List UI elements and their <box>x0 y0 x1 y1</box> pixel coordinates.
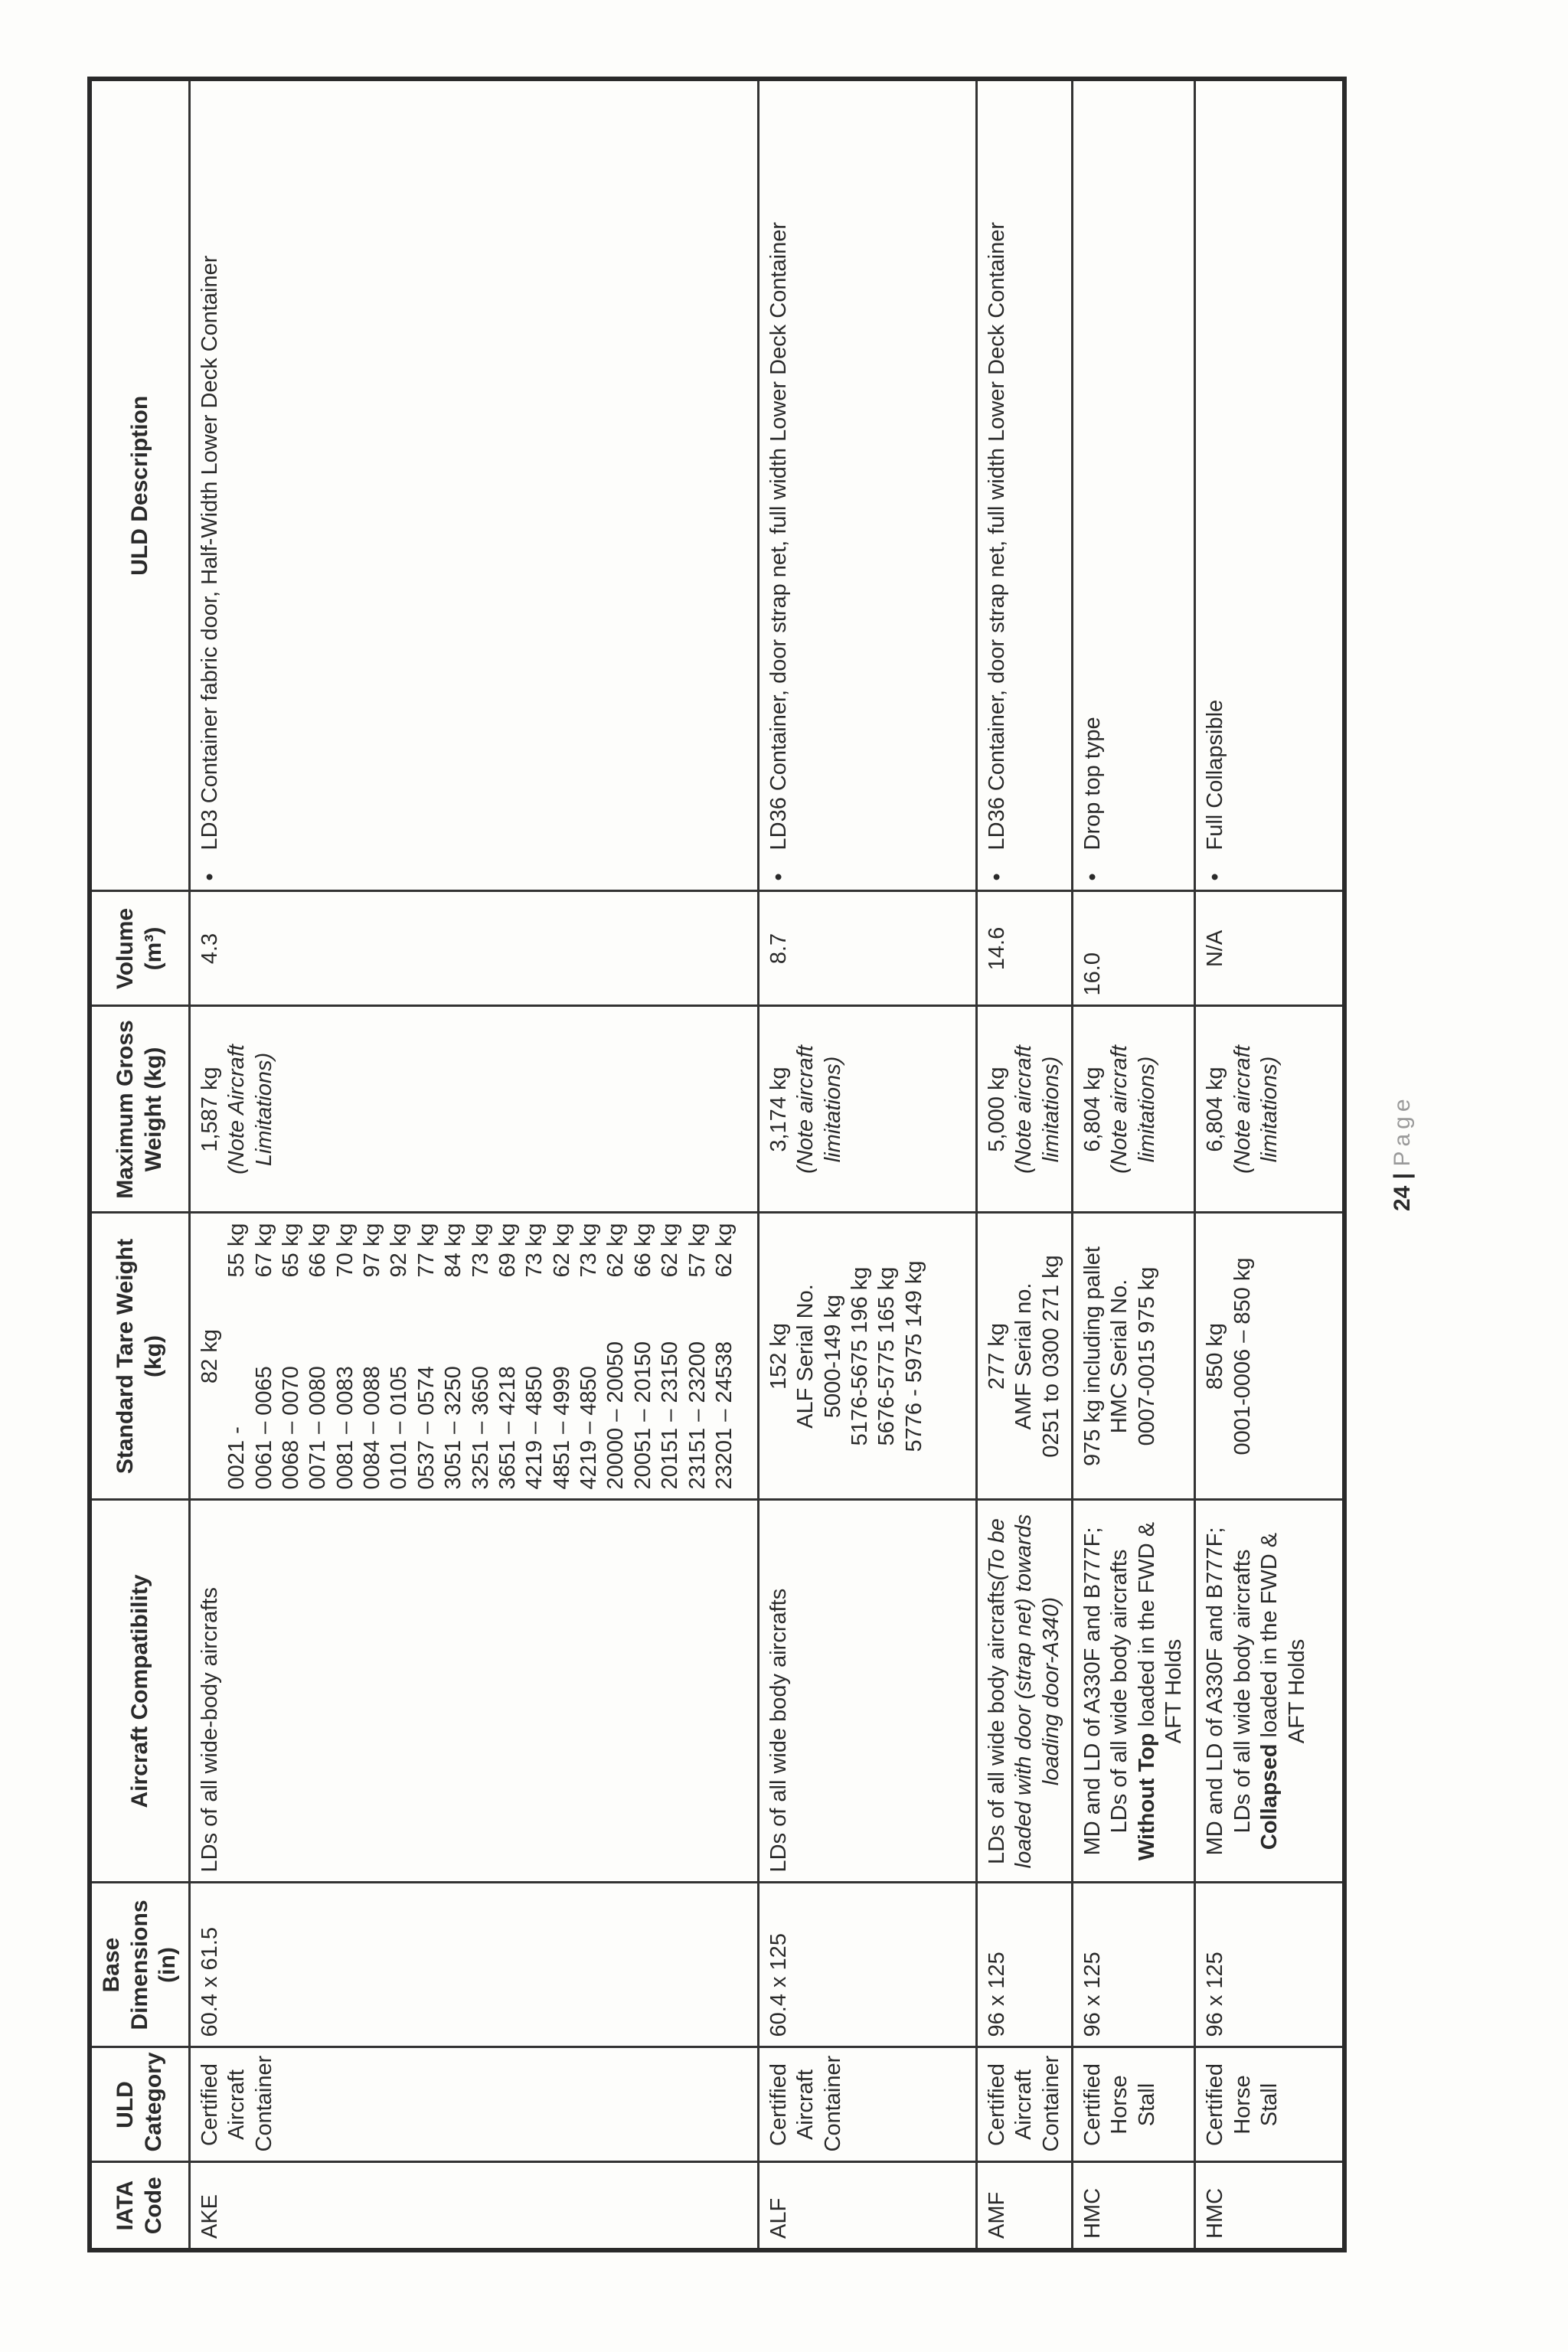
mgw-value: 1,587 kg <box>197 1067 222 1152</box>
tare-range-row <box>224 1223 250 1490</box>
tare-range-row <box>711 1223 738 1490</box>
tare-line: 0001-0006 – 850 kg <box>1230 1257 1255 1455</box>
tare-line: AMF Serial no. <box>1011 1282 1037 1430</box>
tare-line: 277 kg <box>984 1322 1009 1390</box>
tare-range-row <box>657 1223 684 1490</box>
tare-range-row <box>386 1223 413 1490</box>
uld-category: Certified Aircraft Container <box>976 2047 1072 2162</box>
col-desc-header: ULD Description <box>90 79 189 891</box>
serial-range: 3051 – 3250 <box>441 1366 466 1490</box>
aircraft-compatibility: LDs of all wide-body aircrafts <box>189 1500 758 1883</box>
tare-list <box>224 1223 738 1490</box>
uld-description <box>976 79 1072 891</box>
base-dimensions: 96 x 125 <box>1072 1883 1195 2047</box>
compat-text-end: loaded in the FWD & AFT Holds <box>1134 1521 1187 1744</box>
tare-value: 66 kg <box>630 1223 655 1278</box>
bullet-icon: • <box>984 873 1009 881</box>
base-dimensions: 60.4 x 61.5 <box>189 1883 758 2047</box>
tare-line: 152 kg <box>766 1322 791 1390</box>
tare-value: 73 kg <box>522 1223 547 1278</box>
tare-line: 5176-5675 196 kg <box>847 1266 872 1446</box>
tare-line: 975 kg including pallet <box>1080 1246 1105 1466</box>
base-dimensions: 96 x 125 <box>976 1883 1072 2047</box>
tare-value: 84 kg <box>441 1223 466 1278</box>
serial-range: 3251 – 3650 <box>468 1366 493 1490</box>
tare-value: 67 kg <box>251 1223 276 1278</box>
volume: 14.6 <box>976 891 1072 1006</box>
mgw-note: (Note aircraft limitations) <box>1230 1045 1282 1174</box>
uld-table <box>87 77 1347 2252</box>
tare-line: 0251 to 0300 271 kg <box>1038 1255 1063 1458</box>
mgw-value: 6,804 kg <box>1080 1067 1105 1152</box>
description-text: Drop top type <box>1080 717 1105 851</box>
uld-description <box>189 79 758 891</box>
serial-range: 23201 – 24538 <box>711 1341 737 1490</box>
tare-weight <box>758 1213 976 1500</box>
iata-code: AMF <box>976 2162 1072 2250</box>
tare-range-row <box>468 1223 495 1490</box>
volume: 16.0 <box>1072 891 1195 1006</box>
tare-weight <box>1072 1213 1195 1500</box>
tare-range-row <box>440 1223 467 1490</box>
max-gross-weight <box>1072 1006 1195 1213</box>
header-row <box>90 79 189 2250</box>
tare-top: 82 kg <box>197 1329 222 1383</box>
serial-range: 0081 – 0083 <box>332 1366 358 1490</box>
table-row <box>1072 79 1195 2250</box>
bullet-icon: • <box>1203 873 1228 881</box>
uld-category: Certified Horse Stall <box>1072 2047 1195 2162</box>
volume: 8.7 <box>758 891 976 1006</box>
page-separator: | <box>1390 1172 1415 1180</box>
compat-emphasis: Collapsed <box>1257 1743 1282 1851</box>
serial-range: 0071 – 0080 <box>305 1366 331 1490</box>
mgw-value: 6,804 kg <box>1203 1067 1228 1152</box>
uld-description <box>758 79 976 891</box>
serial-range: 0061 – 0065 <box>251 1366 276 1490</box>
tare-range-row <box>251 1223 278 1490</box>
iata-code: HMC <box>1195 2162 1344 2250</box>
max-gross-weight <box>189 1006 758 1213</box>
tare-value: 62 kg <box>711 1223 737 1278</box>
description-text: Full Collapsible <box>1203 699 1228 851</box>
tare-range-row <box>549 1223 576 1490</box>
volume: N/A <box>1195 891 1344 1006</box>
tare-range-row <box>684 1223 711 1490</box>
table-row <box>758 79 976 2250</box>
table-row <box>189 79 758 2250</box>
tare-line: ALF Serial No. <box>793 1284 818 1429</box>
col-category-header: ULD Category <box>90 2047 189 2162</box>
tare-value: 62 kg <box>549 1223 574 1278</box>
tare-value: 92 kg <box>387 1223 412 1278</box>
serial-range: 20051 – 20150 <box>630 1341 655 1490</box>
compat-note: (To be loaded with door (strap net) towards loading door-A340) <box>984 1514 1063 1869</box>
serial-range: 4219 – 4850 <box>522 1366 547 1490</box>
max-gross-weight <box>976 1006 1072 1213</box>
tare-weight <box>189 1213 758 1500</box>
mgw-note: (Note aircraft limitations) <box>793 1045 845 1174</box>
base-dimensions: 96 x 125 <box>1195 1883 1344 2047</box>
aircraft-compatibility <box>1072 1500 1195 1883</box>
mgw-note: (Note aircraft limitations) <box>1011 1045 1063 1174</box>
max-gross-weight <box>1195 1006 1344 1213</box>
tare-value: 73 kg <box>468 1223 493 1278</box>
tare-range-row <box>359 1223 386 1490</box>
compat-emphasis: Without Top <box>1134 1733 1159 1861</box>
aircraft-compatibility <box>976 1500 1072 1883</box>
bullet-icon: • <box>197 873 222 881</box>
description-text: LD36 Container, door strap net, full width Lower Deck Container <box>984 222 1009 851</box>
aircraft-compatibility <box>1195 1500 1344 1883</box>
compat-text: LDs of all wide body aircrafts <box>984 1580 1009 1864</box>
bullet-icon: • <box>766 873 791 881</box>
uld-category: Certified Horse Stall <box>1195 2047 1344 2162</box>
max-gross-weight <box>758 1006 976 1213</box>
uld-category: Certified Aircraft Container <box>189 2047 758 2162</box>
uld-description <box>1195 79 1344 891</box>
page-footer <box>1390 1094 1416 1211</box>
tare-value: 62 kg <box>658 1223 683 1278</box>
tare-line: 850 kg <box>1203 1322 1228 1390</box>
tare-range-row <box>305 1223 332 1490</box>
tare-range-row <box>332 1223 359 1490</box>
tare-line: 5776 - 5975 149 kg <box>901 1260 926 1452</box>
serial-range: 0021 - <box>224 1426 250 1490</box>
mgw-note: (Note aircraft limitations) <box>1107 1045 1159 1174</box>
tare-value: 55 kg <box>224 1223 250 1278</box>
serial-range: 4851 – 4999 <box>549 1366 574 1490</box>
tare-value: 77 kg <box>413 1223 439 1278</box>
tare-value: 65 kg <box>278 1223 303 1278</box>
iata-code: AKE <box>189 2162 758 2250</box>
tare-value: 69 kg <box>495 1223 520 1278</box>
tare-line: 5000-149 kg <box>820 1294 845 1419</box>
table-row <box>1195 79 1344 2250</box>
serial-range: 0537 – 0574 <box>413 1366 439 1490</box>
compat-text-end: loaded in the FWD & AFT Holds <box>1257 1532 1309 1744</box>
tare-range-row <box>495 1223 521 1490</box>
serial-range: 20000 – 20050 <box>603 1341 629 1490</box>
tare-line: 0007-0015 975 kg <box>1134 1266 1159 1446</box>
compat-text: MD and LD of A330F and B777F; LDs of all wide body aircrafts <box>1080 1527 1132 1856</box>
serial-range: 0101 – 0105 <box>387 1366 412 1490</box>
col-tare-header: Standard Tare Weight (kg) <box>90 1213 189 1500</box>
serial-range: 20151 – 23150 <box>658 1341 683 1490</box>
description-text: LD36 Container, door strap net, full width Lower Deck Container <box>766 222 791 851</box>
tare-range-row <box>576 1223 603 1490</box>
tare-line: 5676-5775 165 kg <box>874 1266 900 1446</box>
serial-range: 0068 – 0070 <box>278 1366 303 1490</box>
page-number: 24 <box>1390 1185 1415 1211</box>
col-base-header: Base Dimensions (in) <box>90 1883 189 2047</box>
serial-range: 0084 – 0088 <box>360 1366 385 1490</box>
mgw-note: (Note Aircraft Limitations) <box>224 1044 276 1174</box>
bullet-icon: • <box>1080 873 1105 881</box>
serial-range: 3651 – 4218 <box>495 1366 520 1490</box>
tare-range-row <box>278 1223 305 1490</box>
tare-line: HMC Serial No. <box>1107 1279 1132 1434</box>
page-label: Page <box>1390 1094 1415 1167</box>
col-compat-header: Aircraft Compatibility <box>90 1500 189 1883</box>
serial-range: 23151 – 23200 <box>684 1341 710 1490</box>
col-iata-header: IATA Code <box>90 2162 189 2250</box>
tare-value: 57 kg <box>684 1223 710 1278</box>
col-volume-header: Volume (m³) <box>90 891 189 1006</box>
tare-range-row <box>521 1223 548 1490</box>
tare-value: 97 kg <box>360 1223 385 1278</box>
uld-category: Certified Aircraft Container <box>758 2047 976 2162</box>
tare-value: 73 kg <box>577 1223 602 1278</box>
tare-weight <box>976 1213 1072 1500</box>
tare-value: 66 kg <box>305 1223 331 1278</box>
compat-text: MD and LD of A330F and B777F; LDs of all wide body aircrafts <box>1203 1527 1255 1856</box>
tare-range-row <box>413 1223 440 1490</box>
iata-code: HMC <box>1072 2162 1195 2250</box>
tare-weight <box>1195 1213 1344 1500</box>
iata-code: ALF <box>758 2162 976 2250</box>
volume: 4.3 <box>189 891 758 1006</box>
tare-range-row <box>603 1223 629 1490</box>
description-text: LD3 Container fabric door, Half-Width Lower Deck Container <box>197 255 222 851</box>
tare-range-row <box>630 1223 657 1490</box>
mgw-value: 3,174 kg <box>766 1067 791 1152</box>
col-mgw-header: Maximum Gross Weight (kg) <box>90 1006 189 1213</box>
base-dimensions: 60.4 x 125 <box>758 1883 976 2047</box>
aircraft-compatibility: LDs of all wide body aircrafts <box>758 1500 976 1883</box>
tare-value: 62 kg <box>603 1223 629 1278</box>
mgw-value: 5,000 kg <box>984 1067 1009 1152</box>
uld-description <box>1072 79 1195 891</box>
table-row <box>976 79 1072 2250</box>
tare-value: 70 kg <box>332 1223 358 1278</box>
serial-range: 4219 – 4850 <box>577 1366 602 1490</box>
